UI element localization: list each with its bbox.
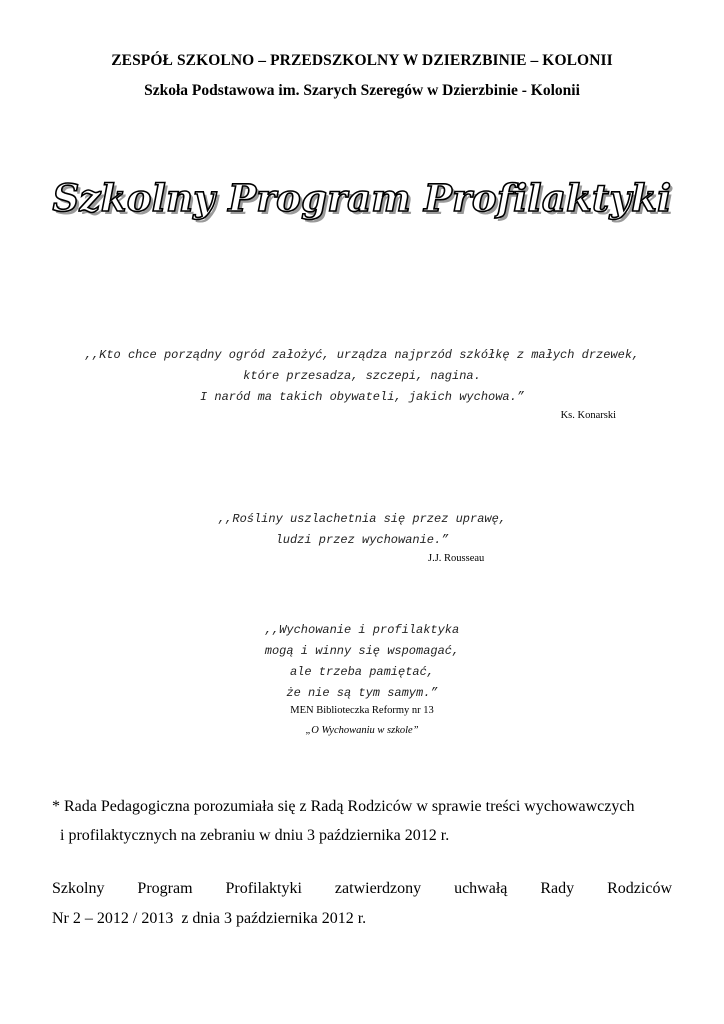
note-line: i profilaktycznych na zebraniu w dniu 3 października 2012 r. [60, 827, 450, 844]
quote-line: ,,Kto chce porządny ogród założyć, urządza najprzód szkółkę z małych drzewek, [84, 348, 640, 362]
quote-line: że nie są tym samym.” [286, 686, 438, 700]
school-complex-header: ZESPÓŁ SZKOLNO – PRZEDSZKOLNY W DZIERZBINIE – KOLONII [111, 52, 613, 69]
quote-line: ludzi przez wychowanie.” [275, 533, 449, 547]
school-name-header: Szkoła Podstawowa im. Szarych Szeregów w Dzierzbinie - Kolonii [144, 82, 580, 99]
council-note [52, 792, 677, 850]
quote-line: które przesadza, szczepi, nagina. [243, 369, 481, 383]
quote-men [0, 620, 724, 704]
quote-line: ale trzeba pamiętać, [289, 665, 435, 679]
quote-konarski [0, 345, 724, 408]
quote-rousseau [0, 509, 724, 551]
quote-line: ,,Wychowanie i profilaktyka [264, 623, 460, 637]
quote-line: I naród ma takich obywateli, jakich wychowa.” [199, 390, 525, 404]
approval-line: Szkolny Program Profilaktyki zatwierdzony uchwałą Rady Rodziców [52, 880, 672, 897]
quote-line: mogą i winny się wspomagać, [264, 644, 460, 658]
approval-line: Nr 2 – 2012 / 2013 z dnia 3 października 2012 r. [52, 910, 367, 927]
quote-source-title: „O Wychowaniu w szkole” [305, 725, 419, 736]
quote-author: J.J. Rousseau [428, 553, 485, 564]
quote-line: ,,Rośliny uszlachetnia się przez uprawę, [217, 512, 507, 526]
note-line: * Rada Pedagogiczna porozumiała się z Radą Rodziców w sprawie treści wychowawczych [52, 798, 635, 815]
document-title: Szkolny Program Profilaktyki [52, 176, 672, 220]
quote-source: MEN Biblioteczka Reformy nr 13 [290, 705, 434, 716]
quote-author: Ks. Konarski [560, 410, 616, 421]
